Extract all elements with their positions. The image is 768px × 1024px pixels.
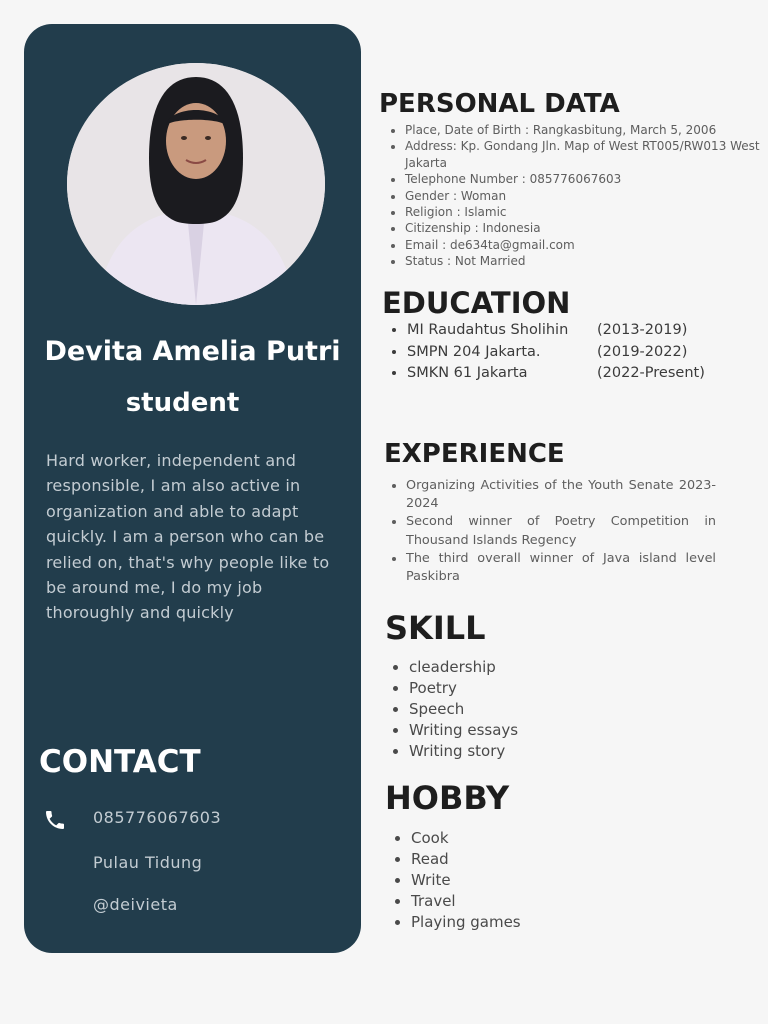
hobby-title: HOBBY [385,779,510,817]
education-years-item: (2022-Present) [597,365,705,381]
hobby-list [387,828,711,933]
personal-data-item: • Gender : Woman [405,188,768,204]
personal-data-item: • Email : de634ta@gmail.com [405,237,768,253]
contact-title: CONTACT [39,744,201,780]
personal-data-item: • Place, Date of Birth : Rangkasbitung, March 5, 2006 [405,122,768,138]
personal-data-item: • Religion : Islamic [405,204,768,220]
skill-list [385,657,709,762]
personal-data-item: • Telephone Number : 085776067603 [405,171,768,187]
phone-icon [43,808,67,832]
contact-phone[interactable]: 085776067603 [93,808,222,827]
hobby-item: • Travel [411,891,711,912]
profile-about: Hard worker, independent and responsible, I am also active in organization and able to adapt quickly. I am a person who can be relied on, that's why people like to be around me, I do my job thoroughly and quickly [46,451,330,623]
skill-item: • Poetry [409,678,709,699]
hobby-item: • Read [411,849,711,870]
hobby-item: • Playing games [411,912,711,933]
contact-location: Pulau Tidung [93,853,203,872]
education-title: EDUCATION [382,286,571,320]
personal-data-item: • Citizenship : Indonesia [405,220,768,236]
profile-role: student [125,388,240,418]
experience-item: • Organizing Activities of the Youth Senate 2023-2024 [406,477,716,513]
education-years-item: (2013-2019) [597,322,688,338]
personal-data-title: PERSONAL DATA [379,89,620,119]
profile-sidebar [24,24,361,953]
skill-title: SKILL [385,609,486,647]
experience-item: • Second winner of Poetry Competition in Thousand Islands Regency [406,513,716,549]
experience-title: EXPERIENCE [384,439,565,469]
skill-item: • Speech [409,699,709,720]
education-years-item: (2019-2022) [597,343,688,360]
personal-data-list [381,122,768,270]
skill-item: • Writing essays [409,720,709,741]
education-list [383,320,617,385]
education-years [597,320,705,385]
profile-photo [67,63,325,305]
hobby-item: • Write [411,870,711,891]
education-school: • SMPN 204 Jakarta. [407,342,617,364]
skill-item: • Writing story [409,741,709,762]
profile-name: Devita Amelia Putri [44,336,341,367]
hobby-item: • Cook [411,828,711,849]
education-school: • SMKN 61 Jakarta [407,363,617,385]
personal-data-item: • Address: Kp. Gondang Jln. Map of West RT005/RW013 West Jakarta [405,138,768,171]
experience-list [382,477,716,586]
experience-item: • The third overall winner of Java island level Paskibra [406,550,716,586]
skill-item: • cleadership [409,657,709,678]
profile-photo-image [67,63,325,305]
education-school: • MI Raudahtus Sholihin [407,320,617,342]
contact-social[interactable]: @deivieta [93,895,178,914]
personal-data-item: • Status : Not Married [405,253,768,269]
